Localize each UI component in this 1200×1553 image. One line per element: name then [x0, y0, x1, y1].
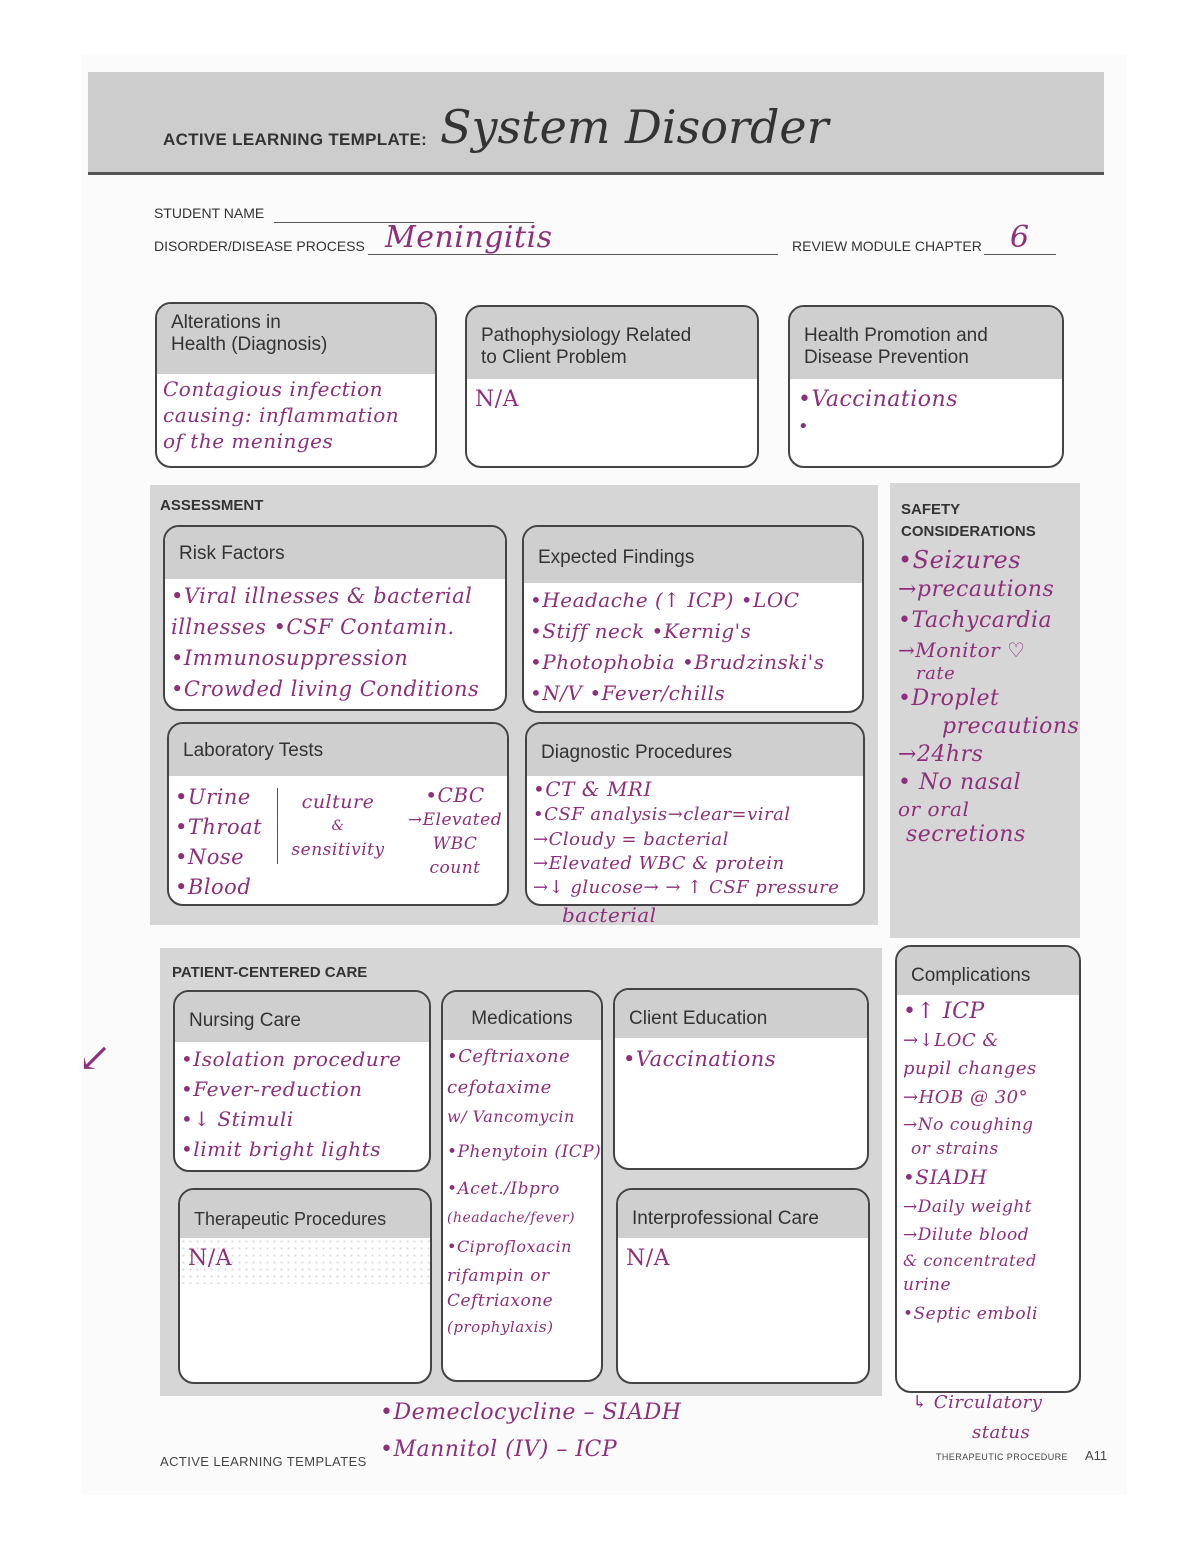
expected-findings-box	[522, 525, 864, 713]
note-line: →Monitor ♡	[898, 638, 1026, 662]
note-line: N/A	[188, 1246, 233, 1271]
interprofessional-notes[interactable]	[618, 1238, 868, 1280]
note-line: •limit bright lights	[181, 1137, 381, 1161]
note-line: •↓ Stimuli	[181, 1107, 294, 1131]
safety-label-1: SAFETY	[901, 501, 961, 518]
note-line: •Vaccinations	[623, 1047, 777, 1071]
interprofessional-title: Interprofessional Care	[618, 1190, 868, 1238]
chapter-label: REVIEW MODULE CHAPTER	[792, 238, 982, 254]
note-line: of the meninges	[163, 429, 334, 453]
risk-factors-notes[interactable]	[165, 579, 505, 707]
note-line: illnesses •CSF Contamin.	[171, 615, 455, 639]
patho-title-1: Pathophysiology Related	[481, 325, 692, 346]
footer-page-number: A11	[1085, 1448, 1108, 1463]
therapeutic-notes[interactable]	[180, 1238, 430, 1280]
note-line: (prophylaxis)	[447, 1318, 554, 1336]
note-line: →↓ glucose→ → ↑ CSF pressure	[533, 877, 840, 898]
note-line: •Ciprofloxacin	[447, 1237, 572, 1256]
chapter-value[interactable]: 6	[1010, 220, 1030, 255]
note-line: status	[972, 1422, 1031, 1443]
note-line: rifampin or	[447, 1266, 550, 1286]
note-line: →Elevated	[407, 810, 503, 830]
note-line: •Crowded living Conditions	[171, 677, 480, 701]
medications-title: Medications	[443, 992, 601, 1040]
lab-tests-box	[167, 722, 509, 906]
note-line: • No nasal	[898, 770, 1022, 795]
note-line: •SIADH	[903, 1165, 988, 1189]
medications-box	[441, 990, 603, 1382]
interprofessional-care-box	[616, 1188, 870, 1384]
alterations-title-1: Alterations in	[171, 312, 281, 333]
note-line: Contagious infection	[163, 377, 383, 401]
note-line: & concentrated	[903, 1251, 1037, 1270]
note-line: rate	[916, 663, 956, 684]
page-title: System Disorder	[440, 100, 829, 154]
note-line: •CSF analysis→clear=viral	[533, 804, 791, 825]
note-line: w/ Vancomycin	[447, 1107, 575, 1126]
risk-factors-title: Risk Factors	[165, 527, 505, 579]
note-line: •↑ ICP	[903, 999, 985, 1024]
disorder-label: DISORDER/DISEASE PROCESS	[154, 238, 365, 254]
therapeutic-procedures-box	[178, 1188, 432, 1384]
lab-tests-cbc[interactable]	[401, 782, 509, 880]
lab-tests-culture[interactable]	[277, 788, 398, 864]
note-line: •Photophobia •Brudzinski's	[530, 650, 825, 674]
note-line: •CBC	[425, 783, 485, 807]
student-name-label: STUDENT NAME	[154, 205, 265, 221]
lab-tests-title: Laboratory Tests	[169, 724, 507, 776]
health-promo-header	[790, 307, 1062, 379]
note-line: →Cloudy = bacterial	[533, 829, 729, 850]
note-line: →↓LOC &	[903, 1030, 999, 1051]
extra-note-1[interactable]: •Demeclocycline – SIADH	[380, 1400, 682, 1425]
alterations-header	[157, 304, 435, 374]
complications-overflow-notes[interactable]	[912, 1388, 1042, 1448]
note-line: →24hrs	[898, 742, 984, 767]
safety-notes[interactable]	[898, 545, 1094, 849]
note-line: •N/V •Fever/chills	[530, 681, 726, 705]
note-line: •Phenytoin (ICP)	[447, 1142, 602, 1162]
note-line: secretions	[906, 822, 1026, 847]
note-line: •Acet./Ibpro	[447, 1179, 560, 1199]
note-line: WBC	[432, 834, 478, 854]
note-line: urine	[903, 1275, 952, 1295]
note-line: •Viral illnesses & bacterial	[171, 584, 473, 608]
note-line: •Isolation procedure	[181, 1047, 402, 1071]
pathophysiology-box	[465, 305, 759, 468]
note-line: →Daily weight	[903, 1197, 1033, 1217]
safety-label-2: CONSIDERATIONS	[901, 523, 1036, 540]
note-line: •Blood	[175, 875, 252, 899]
extra-note-2[interactable]: •Mannitol (IV) – ICP	[380, 1437, 618, 1462]
nursing-care-title: Nursing Care	[175, 992, 429, 1042]
footer-right-label: THERAPEUTIC PROCEDURE	[936, 1452, 1068, 1462]
note-line: •Headache (↑ ICP) •LOC	[530, 588, 800, 612]
note-line: •Throat	[175, 815, 263, 839]
alterations-notes[interactable]	[157, 374, 435, 456]
note-line: •Immunosuppression	[171, 646, 409, 670]
note-line: or strains	[911, 1139, 999, 1159]
alterations-title-2: Health (Diagnosis)	[171, 334, 328, 355]
risk-factors-box	[163, 525, 507, 711]
note-line: (headache/fever)	[447, 1210, 576, 1226]
note-line: N/A	[626, 1246, 671, 1271]
footer-left: ACTIVE LEARNING TEMPLATES	[160, 1454, 367, 1469]
note-line: •Fever-reduction	[181, 1077, 363, 1101]
alterations-box	[155, 302, 437, 468]
note-line: precautions	[942, 714, 1080, 739]
note-line: •Seizures	[898, 546, 1022, 574]
note-line: ↳ Circulatory	[912, 1392, 1043, 1413]
client-education-box	[613, 988, 869, 1170]
therapeutic-title: Therapeutic Procedures	[180, 1190, 430, 1238]
nursing-care-notes[interactable]	[175, 1042, 429, 1166]
health-promo-notes[interactable]	[790, 379, 1062, 445]
assessment-label: ASSESSMENT	[160, 497, 264, 514]
note-line: causing: inflammation	[163, 403, 400, 427]
note-line: pupil changes	[903, 1058, 1037, 1079]
expected-findings-title: Expected Findings	[524, 527, 862, 583]
health-promo-title-1: Health Promotion and	[804, 325, 988, 346]
medications-notes[interactable]	[443, 1040, 601, 1340]
diagnostic-notes[interactable]	[527, 776, 863, 900]
note-line: •Droplet	[898, 686, 1000, 711]
safety-label	[901, 499, 1036, 543]
note-line: •Tachycardia	[898, 608, 1053, 633]
note-line: •Nose	[175, 845, 245, 869]
diagnostic-title: Diagnostic Procedures	[527, 724, 863, 776]
complications-notes[interactable]	[897, 995, 1079, 1333]
health-promotion-box	[788, 305, 1064, 468]
note-line: →No coughing	[903, 1115, 1034, 1135]
patho-notes[interactable]	[467, 379, 757, 421]
note-line: •Ceftriaxone	[447, 1046, 571, 1067]
complications-box	[895, 945, 1081, 1393]
template-label: ACTIVE LEARNING TEMPLATE:	[163, 130, 428, 149]
client-education-notes[interactable]	[615, 1038, 867, 1080]
note-line: culture	[301, 791, 375, 813]
patho-title-2: to Client Problem	[481, 347, 627, 368]
diagnostic-overflow-note: bacterial	[562, 903, 657, 927]
note-line: •	[798, 416, 810, 437]
note-line: •CT & MRI	[533, 777, 652, 801]
note-line: →Elevated WBC & protein	[533, 853, 785, 874]
note-line: count	[429, 858, 481, 878]
note-line: •Septic emboli	[903, 1304, 1038, 1324]
patient-care-label: PATIENT-CENTERED CARE	[172, 964, 368, 981]
disorder-value[interactable]: Meningitis	[385, 220, 553, 255]
patho-header	[467, 307, 757, 379]
diagnostic-procedures-box	[525, 722, 865, 906]
note-line: &	[331, 818, 345, 834]
client-education-title: Client Education	[615, 990, 867, 1038]
note-line: N/A	[475, 387, 520, 412]
nursing-care-box	[173, 990, 431, 1172]
note-line: •Vaccinations	[798, 387, 959, 412]
note-line: sensitivity	[291, 840, 385, 860]
note-line: →HOB @ 30°	[903, 1087, 1029, 1108]
expected-findings-notes[interactable]	[524, 583, 862, 711]
lab-tests-specimens[interactable]	[175, 782, 275, 902]
note-line: •Urine	[175, 785, 251, 809]
complications-title: Complications	[897, 947, 1079, 995]
note-line: →precautions	[898, 577, 1055, 602]
note-line: or oral	[898, 797, 970, 821]
note-line: Ceftriaxone	[447, 1291, 554, 1311]
note-line: →Dilute blood	[903, 1225, 1030, 1245]
note-line: cefotaxime	[447, 1077, 552, 1098]
note-line: •Stiff neck •Kernig's	[530, 619, 752, 643]
health-promo-title-2: Disease Prevention	[804, 347, 969, 368]
margin-arrow-mark: ↙	[78, 1035, 113, 1081]
